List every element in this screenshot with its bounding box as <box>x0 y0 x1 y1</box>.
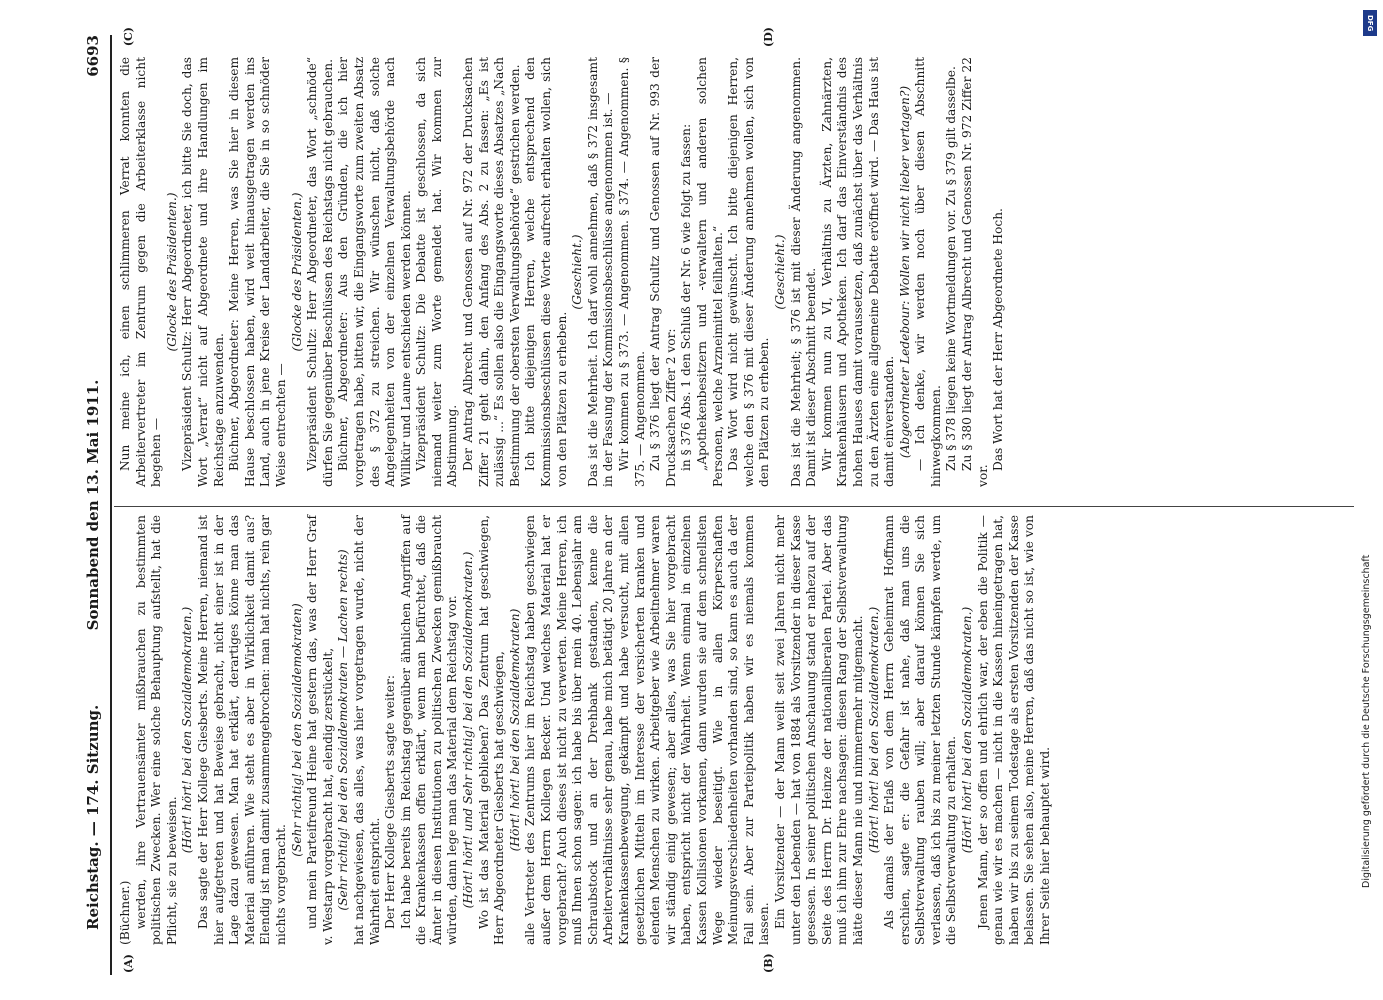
paragraph: Ich bitte diejenigen Herren, welche entsprechend den Kommissionsbeschlüssen diese Worte aufrecht erhalten wollen, sich von den Plätzen zu erheben. <box>523 57 569 487</box>
margin-marker-c: (C) <box>122 27 135 47</box>
page-header <box>72 35 112 975</box>
paragraph: Vizepräsident Schultz: Herr Abgeordneter, ich bitte Sie doch, das Wort „Verrat“ nicht auf Abgeordnete und ihre Handlungen im Reichstage anzuwenden. <box>180 57 226 487</box>
margin-marker-d: (D) <box>762 27 775 47</box>
paragraph: — Ich denke, wir werden noch über diesen Abschnitt hinwegkommen. <box>913 57 943 487</box>
paragraph: Nun meine ich, einen schlimmeren Verrat konnten die Arbeitervertreter im Zentrum gegen die Arbeiterklasse nicht begehen — <box>118 57 164 487</box>
paragraph: Das Wort wird nicht gewünscht. Ich bitte diejenigen Herren, welche den § 376 mit dieser Änderung annehmen wollen, sich von den Plätzen zu erheben. <box>726 57 772 487</box>
paragraph: Wo ist das Material geblieben? Das Zentrum hat geschwiegen, Herr Abgeordneter Giesberts hat geschwiegen, <box>476 515 507 945</box>
header-session: Reichstag. — 174. Sitzung. <box>84 704 102 930</box>
paragraph: Zu § 376 liegt der Antrag Schultz und Genossen auf Nr. 993 der Drucksachen Ziffer 2 vor: <box>648 57 678 487</box>
paragraph: (Büchner.) <box>118 880 132 945</box>
paragraph: Wir kommen zu § 373. — Angenommen. § 374. — Angenommen. § 375. — Angenommen. <box>617 57 647 487</box>
paragraph: und mein Parteifreund Heine hat gestern das, was der Herr Graf v. Westarp vorgebracht hat, elendig zerstückelt, <box>305 515 335 945</box>
column-rule <box>114 506 1354 507</box>
paragraph: Zu § 378 liegen keine Wortmeldungen vor. Zu § 379 gilt dasselbe. <box>944 66 959 471</box>
stage-direction: (Abgeordneter Ledebour: Wollen wir nicht lieber vertagen?) <box>897 85 912 459</box>
paragraph: Der Antrag Albrecht und Genossen auf Nr. 972 der Drucksachen Ziffer 21 geht dahin, den Anfang des Abs. 2 zu fassen: „Es ist zulässig ...“ Es sollen also die Eingangsworte dieses Absatzes „Nach Bestimmung der obersten Verwaltungsbehörde“ gestrichen werden. <box>461 57 522 487</box>
stage-direction: (Hört! hört! bei den Sozialdemokraten.) <box>180 606 195 854</box>
stage-direction: (Geschieht.) <box>570 234 585 310</box>
paragraph: Büchner, Abgeordneter: Aus den Gründen, die ich hier vorgetragen habe, bitten wir, die Eingangsworte zum zweiten Absatz des § 372 zu streichen. Wir wünschen nicht, daß solche Angelegenheiten von der einzelnen Verwaltungsbehörde nach Willkür und Laune entschieden werden können. <box>336 57 413 487</box>
paragraph: in § 376 Abs. 1 den Schluß der Nr. 6 wie folgt zu fassen: <box>679 123 694 471</box>
stage-direction: (Sehr richtig! bei den Sozialdemokraten) <box>289 603 304 857</box>
stage-direction: (Hört! hört! bei den Sozialdemokraten) <box>507 608 522 852</box>
stage-direction: (Hört! hört! bei den Sozialdemokraten.) <box>866 606 881 854</box>
paragraph: Jenen Mann, der so offen und ehrlich war, der eben die Politik — genau wie wir es machen — nicht in die Kassen hineingetragen hat, haben wir bis zu seinem Todestage als ersten Vorsitzenden der Kasse belassen. Sie sehen also, meine Herren, daß das nicht so ist, wie von Ihrer Seite hier behauptet wird. <box>975 515 1053 945</box>
margin-marker-a: (A) <box>122 954 135 973</box>
document-page <box>72 27 1372 975</box>
paragraph: Das ist die Mehrheit. Ich darf wohl annehmen, daß § 372 insgesamt in der Fassung der Kommissionsbeschlüsse angenommen ist. — <box>585 57 616 487</box>
paragraph: werden, ihre Vertrauensämter mißbrauchen zu bestimmten politischen Zwecken. Wer eine solche Behauptung aufstellt, hat die Pflicht, sie zu beweisen. <box>133 515 179 945</box>
stage-direction: (Hört! hört! und Sehr richtig! bei den Sozialdemokraten.) <box>461 551 476 909</box>
paragraph: hat nachgewiesen, das alles, was hier vorgetragen wurde, nicht der Wahrheit entspricht. <box>351 515 382 945</box>
digitization-credit: Digitalisierung gefördert durch die Deutsche Forschungsgemeinschaft <box>1361 554 1372 888</box>
right-column <box>118 57 1007 487</box>
paragraph: Das Wort hat der Herr Abgeordnete Hoch. <box>991 208 1006 471</box>
stage-direction: (Glocke des Präsidenten.) <box>164 192 179 352</box>
header-rule <box>110 35 112 975</box>
stage-direction: (Geschieht.) <box>772 234 787 310</box>
stage-direction: (Sehr richtig! bei den Sozialdemokraten — Lachen rechts) <box>336 549 351 911</box>
paragraph: Zu § 380 liegt der Antrag Albrecht und Genossen Nr. 972 Ziffer 22 vor. <box>960 57 990 487</box>
stage-direction: (Hört! hört! bei den Sozialdemokraten.) <box>960 606 975 854</box>
page-number: 6693 <box>84 35 102 77</box>
paragraph: Ich habe bereits im Reichstag gegenüber ähnlichen Angriffen auf die Krankenkassen offen erklärt, wenn man befürchtet, daß die Ämter in diesen Institutionen zu politischen Zwecken gemißbraucht würden, dann lege man das Material dem Reichstag vor. <box>398 515 460 945</box>
paragraph: alle Vertreter des Zentrums hier im Reichstag haben geschwiegen außer dem Herrn Kollegen Becker. Und welches Material hat er vorgebracht? Auch dieses ist nicht zu verwerten. Meine Herren, ich muß Ihnen schon sagen: ich habe bis über mein 40. Lebensjahr am Schraubstock und an der Drehbank gestanden, kenne die Arbeiterverhältnisse sehr genau, habe mich betätigt 20 Jahre an der Krankenkassenbewegung, gekämpft und habe versucht, mit allen gesetzlichen Mitteln im Interesse der versicherten kranken und elenden Menschen zu wirken. Arbeitgeber wie Arbeitnehmer waren wir ständig einig gewesen; aber alles, was Sie hier vorgebracht haben, entspricht nicht der Wahrheit. Wenn einmal in einzelnen Kassen Kollisionen vorkamen, dann wurden sie auf dem schnellsten Wege wieder beseitigt. Wie in allen Körperschaften Meinungsverschiedenheiten vorhanden sind, so kann es auch da der Fall sein. Aber zur Parteipolitik haben wir es niemals kommen lassen. <box>523 515 772 945</box>
paragraph: Vizepräsident Schultz: Herr Abgeordneter, das Wort „schnöde“ dürfen Sie gegenüber Beschlüssen des Reichstags nicht gebrauchen. <box>305 57 335 487</box>
paragraph: Als damals der Erlaß von dem Herrn Geheimrat Hoffmann erschien, sagte er: die Gefahr ist nahe, daß man uns die Selbstverwaltung rauben will; aber darauf können Sie sich verlassen, daß ich bis zu meiner letzten Stunde kämpfen werde, um die Selbstverwaltung zu erhalten. <box>882 515 959 945</box>
paragraph: Büchner, Abgeordneter: Meine Herren, was Sie hier in diesem Hause beschlossen haben, wird weit hinausgetragen werden ins Land, auch in jene Kreise der Landarbeiter, die Sie in so schnöder Weise entrechten — <box>227 57 288 487</box>
margin-marker-b: (B) <box>762 953 775 973</box>
paragraph: „Apothekenbesitzern und -verwaltern und anderen solchen Personen, welche Arzneimittel feilhalten.“ <box>694 57 725 487</box>
paragraph: Ein Vorsitzender — der Mann weilt seit zwei Jahren nicht mehr unter den Lebenden — hat von 1884 als Vorsitzender in dieser Kasse gesessen. In seiner politischen Anschauung stand er nahezu auf der Seite des Herrn Dr. Heinze der nationalliberalen Partei. Aber das muß ich ihm zur Ehre nachsagen: diesen Rang der Selbstverwaltung hätte dieser Mann nie und nimmermehr mitgemacht. <box>772 515 865 945</box>
header-date: Sonnabend den 13. Mai 1911. <box>84 379 102 631</box>
dfg-logo: DFG <box>1363 10 1377 36</box>
paragraph: Das ist die Mehrheit; § 376 ist mit dieser Änderung angenommen. Damit ist dieser Abschnitt beendet. <box>788 57 819 487</box>
paragraph: Wir kommen nun zu VI, Verhältnis zu Ärzten, Zahnärzten, Krankenhäusern und Apotheken. Ich darf das Einverständnis des hohen Hauses damit voraussetzen, daß zunächst über das Verhältnis zu den Ärzten eine allgemeine Debatte eröffnet wird. — Das Haus ist damit einverstanden. <box>819 57 897 487</box>
stage-direction: (Glocke des Präsidenten.) <box>289 192 304 352</box>
paragraph: Das sagte der Herr Kollege Giesberts. Meine Herren, niemand ist hier aufgetreten und hat Beweise gebracht, nicht einer ist in der Lage dazu gewesen. Man hat erklärt, derartiges könne man das Material anführen. Wie steht es aber in Wirklichkeit damit aus? Elendig ist man damit zusammengebrochen: man hat nichts, rein gar nichts vorgebracht. <box>195 515 288 945</box>
left-column <box>118 515 1054 945</box>
paragraph: Der Herr Kollege Giesberts sagte weiter: <box>383 675 398 929</box>
paragraph: Vizepräsident Schultz: Die Debatte ist geschlossen, da sich niemand weiter zum Worte gemeldet hat. Wir kommen zur Abstimmung. <box>414 57 460 487</box>
